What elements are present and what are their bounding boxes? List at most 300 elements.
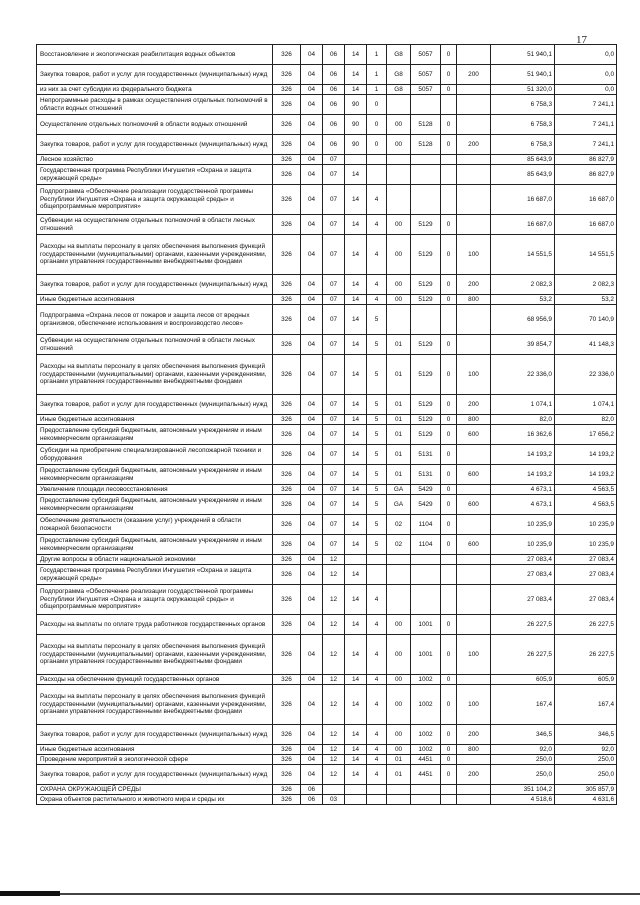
code-direction: 00 [387,275,411,295]
code-subsection: 06 [323,45,345,65]
row-name: Другие вопросы в области национальной экономики [37,555,273,565]
code-article: 1002 [411,725,441,745]
code-program: 14 [345,85,367,95]
code-expense-type [457,615,491,635]
value-year2: 346,5 [555,725,617,745]
value-year2: 82,0 [555,415,617,425]
code-program: 14 [345,165,367,185]
code-sub: 0 [441,425,457,445]
code-program: 14 [345,535,367,555]
code-section: 04 [301,295,323,305]
value-year2: 41 148,3 [555,335,617,355]
code-subprogram: 1 [367,65,387,85]
table-row [37,765,617,785]
row-name: Увеличение площади лесовосстановления [37,485,273,495]
code-gov: 326 [273,395,301,415]
row-name: Государственная программа Республики Ингушетия «Охрана и защита окружающей среды» [37,165,273,185]
code-subprogram: 5 [367,305,387,335]
code-direction: G8 [387,65,411,85]
value-year1: 85 643,9 [491,155,555,165]
code-subsection: 12 [323,745,345,755]
code-section: 04 [301,85,323,95]
code-sub: 0 [441,635,457,675]
code-subprogram: 5 [367,335,387,355]
value-year1: 6 758,3 [491,135,555,155]
table-row [37,495,617,515]
code-subsection: 12 [323,585,345,615]
code-sub: 0 [441,675,457,685]
code-subsection: 07 [323,305,345,335]
code-gov: 326 [273,725,301,745]
value-year2: 86 827,9 [555,165,617,185]
code-sub: 0 [441,445,457,465]
code-direction: 00 [387,235,411,275]
code-sub: 0 [441,515,457,535]
footer-mark [0,891,60,896]
table-row [37,445,617,465]
code-subsection: 12 [323,725,345,745]
row-name: Восстановление и экологическая реабилитация водных объектов [37,45,273,65]
value-year1: 351 104,2 [491,785,555,795]
table-row [37,675,617,685]
code-article: 5057 [411,85,441,95]
code-subprogram: 4 [367,235,387,275]
code-subsection: 07 [323,425,345,445]
code-direction: 01 [387,355,411,395]
code-sub: 0 [441,685,457,725]
code-sub: 0 [441,235,457,275]
table-row [37,305,617,335]
row-name: Иные бюджетные ассигнования [37,415,273,425]
row-name: Расходы на обеспечение функций государственных органов [37,675,273,685]
table-row [37,95,617,115]
code-program: 90 [345,95,367,115]
code-direction: 02 [387,515,411,535]
value-year1: 10 235,9 [491,535,555,555]
code-subsection: 07 [323,495,345,515]
code-gov: 326 [273,335,301,355]
code-subsection: 06 [323,85,345,95]
code-section: 04 [301,45,323,65]
row-name: Закупка товаров, работ и услуг для государственных (муниципальных) нужд [37,135,273,155]
row-name: Расходы на выплаты персоналу в целях обеспечения выполнения функций государственными (муниципальными) органами, казенными учреждениями, органами управления государственными внебюджетными фондами [37,235,273,275]
code-subprogram: 5 [367,445,387,465]
code-gov: 326 [273,295,301,305]
code-gov: 326 [273,165,301,185]
code-expense-type: 200 [457,275,491,295]
code-section: 04 [301,395,323,415]
code-section: 04 [301,755,323,765]
row-name: из них за счет субсидии из федерального бюджета [37,85,273,95]
code-direction: 00 [387,615,411,635]
code-subsection: 07 [323,295,345,305]
code-sub: 0 [441,295,457,305]
table-row [37,185,617,215]
code-direction [387,155,411,165]
code-direction: 00 [387,635,411,675]
row-name: Субвенции на осуществление отдельных полномочий в области лесных отношений [37,335,273,355]
row-name: Закупка товаров, работ и услуг для государственных (муниципальных) нужд [37,725,273,745]
code-sub [441,305,457,335]
table-body [37,45,617,805]
code-subsection: 07 [323,465,345,485]
row-name: Подпрограмма «Обеспечение реализации государственной программы Республики Ингушетия «Охрана и защита окружающей среды» и общепрограммные мероприятия» [37,585,273,615]
code-subprogram: 4 [367,725,387,745]
code-sub: 0 [441,45,457,65]
table-row [37,515,617,535]
code-subsection: 07 [323,485,345,495]
value-year1: 346,5 [491,725,555,745]
code-article: 5429 [411,495,441,515]
code-article: 5128 [411,115,441,135]
code-article: 1001 [411,635,441,675]
code-program: 14 [345,765,367,785]
value-year2: 26 227,5 [555,615,617,635]
code-section: 04 [301,165,323,185]
code-direction [387,585,411,615]
code-section: 04 [301,725,323,745]
code-section: 04 [301,115,323,135]
code-expense-type [457,185,491,215]
code-gov: 326 [273,515,301,535]
code-direction: GA [387,495,411,515]
code-program [345,555,367,565]
code-subsection: 06 [323,65,345,85]
value-year1: 16 687,0 [491,185,555,215]
value-year1: 68 956,9 [491,305,555,335]
code-sub: 0 [441,135,457,155]
code-section: 04 [301,445,323,465]
code-expense-type [457,215,491,235]
code-subsection: 12 [323,555,345,565]
code-sub: 0 [441,765,457,785]
table-row [37,275,617,295]
code-program: 14 [345,445,367,465]
code-direction [387,565,411,585]
row-name: Иные бюджетные ассигнования [37,295,273,305]
code-expense-type: 200 [457,135,491,155]
code-gov: 326 [273,755,301,765]
value-year1: 85 643,9 [491,165,555,185]
table-row [37,235,617,275]
code-expense-type [457,155,491,165]
row-name: Расходы на выплаты персоналу в целях обеспечения выполнения функций государственными (муниципальными) органами, казенными учреждениями, органами управления государственными внебюджетными фондами [37,635,273,675]
code-gov: 326 [273,485,301,495]
code-expense-type [457,795,491,805]
row-name: Подпрограмма «Обеспечение реализации государственной программы Республики Ингушетия «Охрана и защита окружающей среды» и общепрограммные мероприятия» [37,185,273,215]
code-expense-type: 100 [457,235,491,275]
code-article: 5128 [411,135,441,155]
page-number: 17 [576,34,587,46]
table-row [37,45,617,65]
value-year1: 27 083,4 [491,565,555,585]
code-subprogram: 5 [367,395,387,415]
row-name: Субвенции на осуществление отдельных полномочий в области лесных отношений [37,215,273,235]
code-program: 90 [345,115,367,135]
code-sub [441,165,457,185]
code-direction [387,795,411,805]
value-year1: 167,4 [491,685,555,725]
value-year2: 10 235,9 [555,515,617,535]
code-section: 04 [301,555,323,565]
code-sub: 0 [441,215,457,235]
code-gov: 326 [273,235,301,275]
code-subprogram: 0 [367,95,387,115]
budget-table [36,44,617,805]
code-subprogram: 4 [367,755,387,765]
code-gov: 326 [273,465,301,485]
code-sub [441,555,457,565]
code-section: 04 [301,535,323,555]
table-row [37,395,617,415]
code-sub: 0 [441,465,457,485]
value-year2: 70 140,9 [555,305,617,335]
table-row [37,215,617,235]
code-article: 5129 [411,295,441,305]
code-gov: 326 [273,425,301,445]
code-expense-type: 800 [457,295,491,305]
code-program: 14 [345,45,367,65]
value-year2: 16 687,0 [555,215,617,235]
code-expense-type: 800 [457,415,491,425]
code-section: 04 [301,335,323,355]
code-sub: 0 [441,115,457,135]
code-article: 1104 [411,515,441,535]
value-year1: 22 336,0 [491,355,555,395]
code-gov: 326 [273,585,301,615]
code-program: 14 [345,635,367,675]
value-year1: 14 193,2 [491,445,555,465]
value-year2: 92,0 [555,745,617,755]
code-expense-type [457,675,491,685]
value-year1: 27 083,4 [491,585,555,615]
row-name: Закупка товаров, работ и услуг для государственных (муниципальных) нужд [37,765,273,785]
table-row [37,465,617,485]
code-subsection: 07 [323,275,345,295]
table-row [37,635,617,675]
code-sub: 0 [441,355,457,395]
code-program: 14 [345,235,367,275]
code-program: 14 [345,565,367,585]
code-subprogram: 5 [367,465,387,485]
code-program: 14 [345,465,367,485]
code-subprogram: 1 [367,85,387,95]
code-subprogram: 5 [367,425,387,445]
code-section: 04 [301,355,323,395]
value-year1: 16 687,0 [491,215,555,235]
code-article [411,555,441,565]
code-direction: 00 [387,745,411,755]
value-year1: 92,0 [491,745,555,755]
row-name: Расходы на выплаты персоналу в целях обеспечения выполнения функций государственными (муниципальными) органами, казенными учреждениями, органами управления государственными внебюджетными фондами [37,685,273,725]
table-row [37,115,617,135]
code-gov: 326 [273,135,301,155]
value-year2: 7 241,1 [555,135,617,155]
code-article: 5129 [411,355,441,395]
value-year2: 86 827,9 [555,155,617,165]
row-name: Непрограммные расходы в рамках осуществления отдельных полномочий в области водных отношений [37,95,273,115]
code-section: 06 [301,795,323,805]
code-article: 5129 [411,235,441,275]
row-name: Проведение мероприятий в экологической сфере [37,755,273,765]
code-article: 5429 [411,485,441,495]
code-subsection: 07 [323,355,345,395]
code-section: 04 [301,685,323,725]
table-row [37,755,617,765]
row-name: Закупка товаров, работ и услуг для государственных (муниципальных) нужд [37,395,273,415]
code-subsection: 03 [323,795,345,805]
code-subsection: 07 [323,535,345,555]
code-expense-type: 100 [457,685,491,725]
code-program: 14 [345,515,367,535]
code-subprogram: 4 [367,295,387,305]
code-program: 14 [345,485,367,495]
code-sub: 0 [441,85,457,95]
table-row [37,355,617,395]
code-expense-type [457,555,491,565]
row-name: Субсидии на приобретение специализированной лесопожарной техники и оборудования [37,445,273,465]
code-gov: 326 [273,85,301,95]
row-name: Предоставление субсидий бюджетным, автономным учреждениям и иным некоммерческим организациям [37,535,273,555]
row-name: ОХРАНА ОКРУЖАЮЩЕЙ СРЕДЫ [37,785,273,795]
value-year1: 53,2 [491,295,555,305]
value-year2: 10 235,9 [555,535,617,555]
code-sub: 0 [441,755,457,765]
table-row [37,85,617,95]
code-article [411,155,441,165]
code-program: 14 [345,185,367,215]
code-section: 04 [301,415,323,425]
value-year2: 7 241,1 [555,95,617,115]
value-year2: 250,0 [555,755,617,765]
code-expense-type [457,515,491,535]
code-section: 04 [301,635,323,675]
code-subsection: 12 [323,755,345,765]
code-program: 14 [345,495,367,515]
table-row [37,415,617,425]
table-row [37,155,617,165]
code-expense-type: 200 [457,65,491,85]
code-program: 14 [345,585,367,615]
code-article: 4451 [411,765,441,785]
code-gov: 326 [273,415,301,425]
code-program: 14 [345,215,367,235]
code-sub: 0 [441,495,457,515]
code-subprogram: 1 [367,45,387,65]
code-direction: GA [387,485,411,495]
value-year2: 4 563,5 [555,485,617,495]
code-section: 04 [301,65,323,85]
code-gov: 326 [273,215,301,235]
code-gov: 326 [273,155,301,165]
code-article [411,565,441,585]
code-article: 1002 [411,745,441,755]
code-article [411,95,441,115]
code-section: 04 [301,135,323,155]
value-year1: 250,0 [491,755,555,765]
table-row [37,555,617,565]
code-direction [387,185,411,215]
code-subprogram: 5 [367,415,387,425]
code-expense-type [457,305,491,335]
code-gov: 326 [273,185,301,215]
code-gov: 326 [273,685,301,725]
code-subsection: 06 [323,95,345,115]
code-subsection: 06 [323,135,345,155]
row-name: Подпрограмма «Охрана лесов от пожаров и защита лесов от вредных организмов, обеспечение использования и воспроизводство лесов» [37,305,273,335]
value-year1: 26 227,5 [491,615,555,635]
code-article: 5129 [411,395,441,415]
value-year2: 27 083,4 [555,565,617,585]
value-year2: 17 656,2 [555,425,617,445]
code-sub: 0 [441,335,457,355]
code-program: 14 [345,275,367,295]
value-year2: 0,0 [555,45,617,65]
code-direction: 01 [387,465,411,485]
code-subsection: 07 [323,335,345,355]
row-name: Обеспечение деятельности (оказание услуг) учреждений в области пожарной безопасности [37,515,273,535]
code-subprogram: 4 [367,675,387,685]
code-subprogram: 4 [367,615,387,635]
code-subsection: 12 [323,615,345,635]
code-expense-type: 600 [457,425,491,445]
code-direction: 00 [387,685,411,725]
value-year2: 4 631,6 [555,795,617,805]
code-subsection: 07 [323,215,345,235]
code-direction: G8 [387,45,411,65]
value-year1: 1 074,1 [491,395,555,415]
value-year2: 16 687,0 [555,185,617,215]
code-section: 04 [301,185,323,215]
code-program: 90 [345,135,367,155]
code-subsection: 07 [323,515,345,535]
code-subprogram: 4 [367,185,387,215]
code-article [411,305,441,335]
code-program [345,795,367,805]
code-subsection: 07 [323,185,345,215]
code-subprogram: 4 [367,275,387,295]
code-program: 14 [345,65,367,85]
code-expense-type: 200 [457,765,491,785]
code-subprogram [367,795,387,805]
code-subprogram [367,165,387,185]
code-subprogram [367,785,387,795]
value-year1: 6 758,3 [491,95,555,115]
value-year2: 2 082,3 [555,275,617,295]
code-section: 06 [301,785,323,795]
table-row [37,565,617,585]
value-year2: 14 193,2 [555,445,617,465]
code-subprogram: 5 [367,535,387,555]
code-gov: 326 [273,795,301,805]
code-subsection: 12 [323,635,345,675]
code-direction: 01 [387,415,411,425]
table-row [37,685,617,725]
code-sub [441,585,457,615]
code-subprogram: 4 [367,685,387,725]
value-year2: 26 227,5 [555,635,617,675]
code-article: 1104 [411,535,441,555]
row-name: Охрана объектов растительного и животного мира и среды их [37,795,273,805]
value-year1: 39 854,7 [491,335,555,355]
code-subprogram: 5 [367,495,387,515]
code-direction: G8 [387,85,411,95]
code-direction: 01 [387,335,411,355]
table-row [37,135,617,155]
row-name: Иные бюджетные ассигнования [37,745,273,755]
table-row [37,425,617,445]
row-name: Закупка товаров, работ и услуг для государственных (муниципальных) нужд [37,275,273,295]
